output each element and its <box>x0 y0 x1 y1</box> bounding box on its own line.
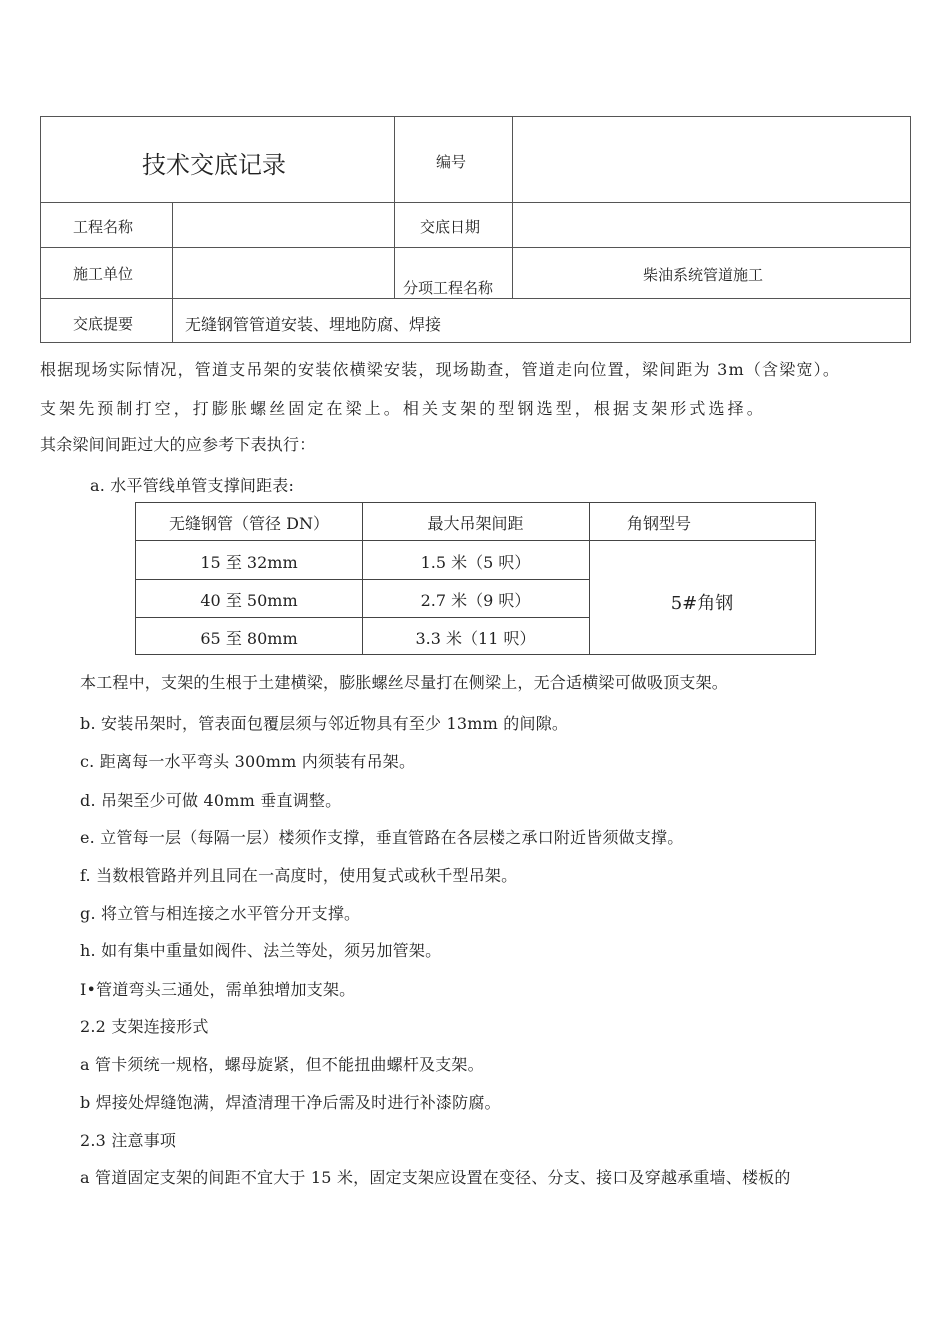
list-item: d. 吊架至少可做 40mm 垂直调整。 <box>80 791 342 810</box>
row-divider <box>136 540 815 541</box>
list-item: a 管卡须统一规格，螺母旋紧，但不能扭曲螺杆及支架。 <box>80 1055 484 1074</box>
angle-steel-cell: 5#角钢 <box>670 593 734 614</box>
intro-line-3: 其余梁间间距过大的应参考下表执行： <box>40 435 316 454</box>
list-item: I•管道弯头三通处，需单独增加支架。 <box>80 980 356 999</box>
intro-line-2: 支架先预制打空，打膨胀螺丝固定在梁上。相关支架的型钢选型，根据支架形式选择。 <box>40 399 766 418</box>
record-header-table <box>40 116 911 343</box>
table-cell: 15 至 32mm <box>200 553 298 572</box>
table-cell: 3.3 米（11 呎） <box>415 629 536 648</box>
list-item: c. 距离每一水平弯头 300mm 内须装有吊架。 <box>80 752 416 771</box>
table-cell: 2.7 米（9 呎） <box>420 591 531 610</box>
column-divider <box>172 202 173 343</box>
table-cell: 65 至 80mm <box>200 629 298 648</box>
table-header-pipe: 无缝钢管（管径 DN） <box>169 514 329 533</box>
table-header-spacing: 最大吊架间距 <box>427 514 524 533</box>
list-item: 本工程中，支架的生根于土建横梁，膨胀螺丝尽量打在侧梁上，无合适横梁可做吸顶支架。 <box>80 673 729 692</box>
support-spacing-table <box>135 502 816 655</box>
list-item: f. 当数根管路并列且同在一高度时，使用复式或秋千型吊架。 <box>80 866 518 885</box>
column-divider <box>394 117 395 298</box>
table-caption: a. 水平管线单管支撑间距表: <box>90 476 295 495</box>
number-label: 编号 <box>436 153 467 171</box>
table-cell: 40 至 50mm <box>200 591 298 610</box>
list-item: a 管道固定支架的间距不宜大于 15 米，固定支架应设置在变径、分支、接口及穿越承重墙、楼板的 <box>80 1168 791 1187</box>
list-item: g. 将立管与相连接之水平管分开支撑。 <box>80 904 361 923</box>
page-title: 技术交底记录 <box>142 151 286 179</box>
list-item: e. 立管每一层（每隔一层）楼须作支撑，垂直管路在各层楼之承口附近皆须做支撑。 <box>80 828 684 847</box>
column-divider <box>512 117 513 298</box>
list-item: b. 安装吊架时，管表面包覆层须与邻近物具有至少 13mm 的间隙。 <box>80 714 569 733</box>
list-item: b 焊接处焊缝饱满，焊渣清理干净后需及时进行补漆防腐。 <box>80 1093 501 1112</box>
summary-value: 无缝钢管管道安装、埋地防腐、焊接 <box>185 315 442 334</box>
section-heading: 2.3 注意事项 <box>80 1131 177 1150</box>
section-heading: 2.2 支架连接形式 <box>80 1017 209 1036</box>
list-item: h. 如有集中重量如阀件、法兰等处，须另加管架。 <box>80 941 442 960</box>
table-header-angle: 角钢型号 <box>626 514 691 533</box>
table-cell: 1.5 米（5 呎） <box>420 553 531 572</box>
unit-label: 施工单位 <box>73 265 134 283</box>
intro-line-1: 根据现场实际情况，管道支吊架的安装依横梁安装，现场勘查，管道走向位置，梁间距为 3m（含梁宽）。 <box>40 360 841 379</box>
subproject-label: 分项工程名称 <box>403 279 494 297</box>
summary-label: 交底提要 <box>73 315 134 333</box>
project-name-label: 工程名称 <box>73 218 134 236</box>
date-label: 交底日期 <box>420 218 481 236</box>
subproject-value: 柴油系统管道施工 <box>643 266 764 284</box>
